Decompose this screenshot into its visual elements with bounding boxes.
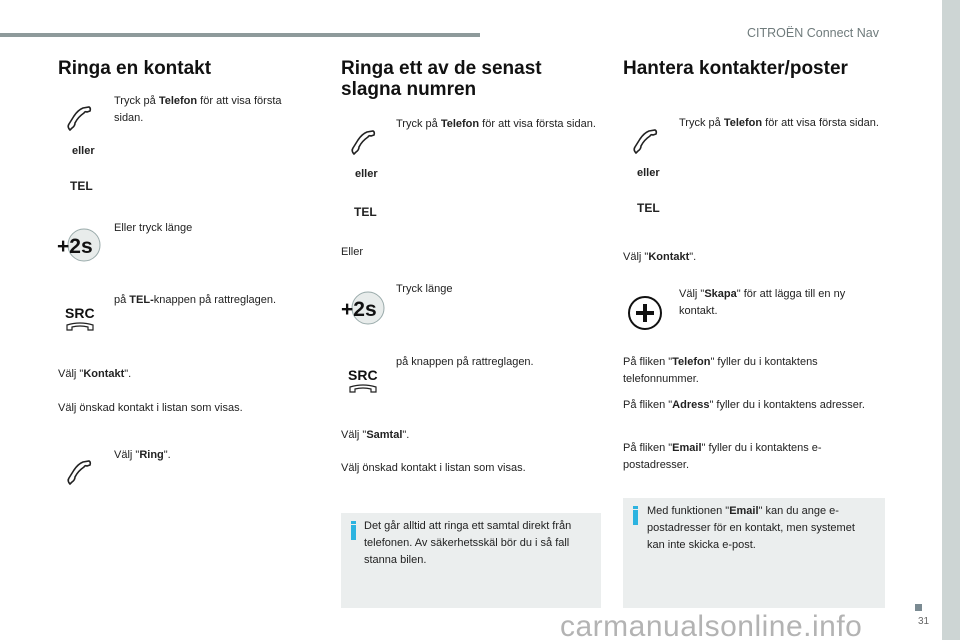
step-text: Eller tryck länge bbox=[114, 222, 193, 234]
step-text: Välj "Kontakt". bbox=[58, 368, 132, 380]
step-text: Eller bbox=[341, 246, 364, 258]
info-note bbox=[623, 498, 885, 608]
step-text: Tryck länge bbox=[396, 283, 453, 295]
src-phone-button-icon bbox=[347, 366, 381, 396]
phone-icon bbox=[64, 458, 94, 488]
page-marker bbox=[915, 604, 922, 611]
hold-2s-icon bbox=[340, 290, 386, 326]
hold-2s-icon bbox=[56, 227, 102, 263]
svg-text:SRC: SRC bbox=[348, 367, 378, 383]
phone-icon bbox=[64, 104, 94, 134]
step-text: Tryck på Telefon för att visa första sidan. bbox=[679, 117, 879, 129]
phone-icon bbox=[630, 127, 660, 157]
step-text: på knappen på rattreglagen. bbox=[396, 356, 534, 368]
info-note bbox=[341, 513, 601, 608]
tel-label: TEL bbox=[354, 205, 377, 219]
or-label: eller bbox=[637, 167, 660, 179]
src-phone-button-icon bbox=[64, 304, 98, 334]
step-text: Välj "Kontakt". bbox=[623, 251, 697, 263]
svg-text:+2s: +2s bbox=[341, 298, 377, 321]
info-icon bbox=[633, 510, 638, 525]
note-text: Med funktionen "Email" kan du ange e-postadresser för en kontakt, men systemet kan inte skicka e-post. bbox=[647, 505, 855, 551]
phone-icon bbox=[348, 128, 378, 158]
add-icon bbox=[627, 295, 663, 331]
step-text: Välj "Skapa" för att lägga till en ny kontakt. bbox=[679, 288, 846, 317]
header-rule bbox=[0, 33, 480, 37]
step-text: Välj önskad kontakt i listan som visas. bbox=[341, 462, 526, 474]
svg-text:+2s: +2s bbox=[57, 235, 93, 258]
page-number: 31 bbox=[918, 616, 930, 627]
tel-label: TEL bbox=[70, 179, 93, 193]
or-label: eller bbox=[72, 145, 95, 157]
step-text: Tryck på Telefon för att visa första sidan. bbox=[114, 95, 282, 124]
section-title-manage-contacts: Hantera kontakter/poster bbox=[623, 58, 848, 79]
or-label: eller bbox=[355, 168, 378, 180]
watermark: carmanualsonline.info bbox=[560, 610, 863, 643]
brand-title: CITROËN Connect Nav bbox=[747, 26, 879, 40]
section-title-recent-calls: Ringa ett av de senast slagna numren bbox=[341, 58, 542, 100]
note-text: Det går alltid att ringa ett samtal direkt från telefonen. Av säkerhetsskäl bör du i så fall stanna bilen. bbox=[364, 520, 572, 566]
step-text: Välj "Samtal". bbox=[341, 429, 410, 441]
step-text: På fliken "Email" fyller du i kontaktens e-postadresser. bbox=[623, 442, 822, 471]
step-text: på TEL-knappen på rattreglagen. bbox=[114, 294, 277, 306]
step-text: På fliken "Adress" fyller du i kontaktens adresser. bbox=[623, 399, 865, 411]
section-title-call-contact: Ringa en kontakt bbox=[58, 58, 212, 79]
step-text: Tryck på Telefon för att visa första sidan. bbox=[396, 118, 596, 130]
step-text: På fliken "Telefon" fyller du i kontaktens telefonnummer. bbox=[623, 356, 818, 385]
step-text: Välj "Ring". bbox=[114, 449, 171, 461]
tel-label: TEL bbox=[637, 201, 660, 215]
page-side-strip bbox=[942, 0, 960, 640]
step-text: Välj önskad kontakt i listan som visas. bbox=[58, 402, 243, 414]
svg-text:SRC: SRC bbox=[65, 305, 95, 321]
info-icon bbox=[351, 525, 356, 540]
